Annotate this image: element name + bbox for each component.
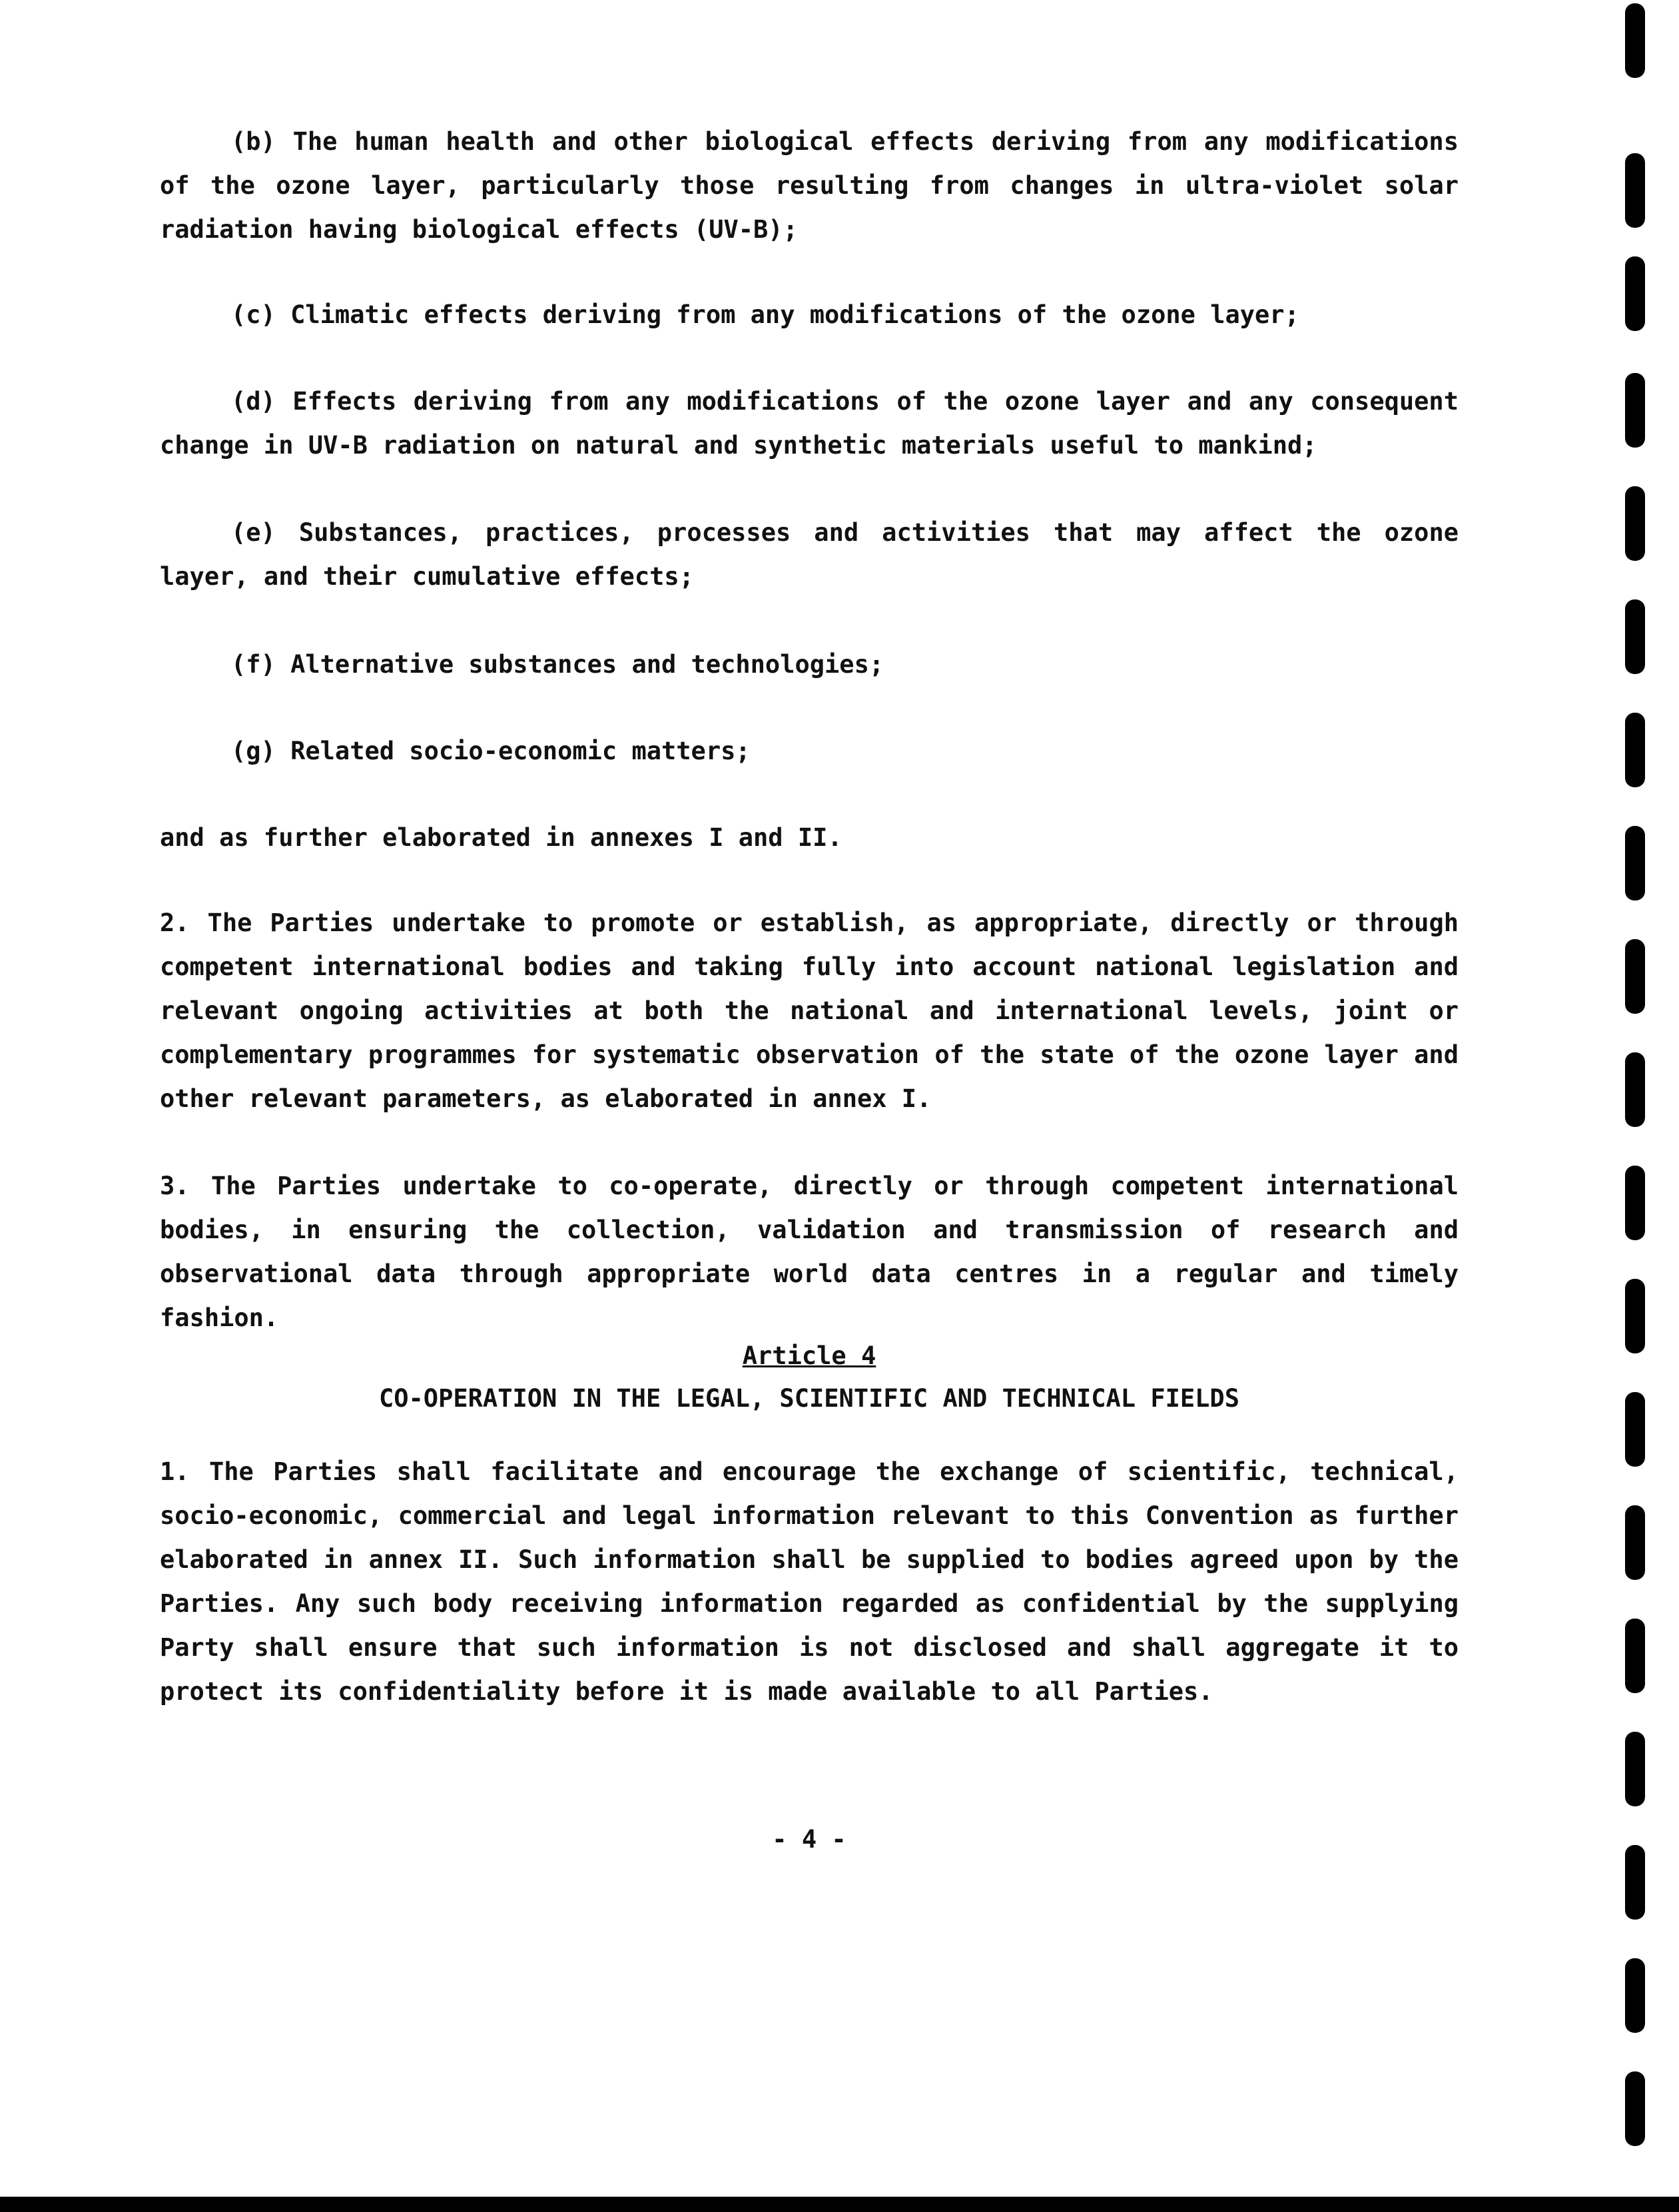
binding-mark — [1625, 373, 1645, 448]
binding-mark — [1625, 1279, 1645, 1353]
paragraph-2: 2. The Parties undertake to promote or establish, as appropriate, directly or through competent international bodies and taking fully into account national legislation and relevant ongoing activities at both the national and international levels, joint or complementary programmes for systematic observation of the state of the ozone layer and other relevant parameters, as elaborated in annex I. — [160, 909, 1459, 1113]
paragraph-d: (d) Effects deriving from any modifications of the ozone layer and any consequent change in UV-B radiation on natural and synthetic materials useful to mankind; — [160, 387, 1459, 460]
binding-mark — [1625, 486, 1645, 561]
binding-mark — [1625, 1732, 1645, 1806]
binding-mark — [1625, 1845, 1645, 1920]
article-subtitle: CO-OPERATION IN THE LEGAL, SCIENTIFIC AND TECHNICAL FIELDS — [378, 1384, 1239, 1413]
binding-mark — [1625, 599, 1645, 674]
binding-mark — [1625, 1052, 1645, 1127]
page-number: - 4 - — [772, 1825, 846, 1854]
binding-mark — [1625, 1166, 1645, 1240]
binding-mark — [1625, 153, 1645, 228]
binding-mark — [1625, 2071, 1645, 2146]
paragraph-f: (f) Alternative substances and technologies; — [231, 650, 884, 679]
paragraph-3: 3. The Parties undertake to co-operate, directly or through competent international bodies, in ensuring the collection, validation and transmission of research and observational data through appropriate world data centres in a regular and timely fashion. — [160, 1172, 1459, 1332]
binding-mark — [1625, 1392, 1645, 1467]
scan-edge — [0, 2197, 1679, 2212]
article-paragraph-1: 1. The Parties shall facilitate and encourage the exchange of scientific, technical, socio-economic, commercial and legal information relevant to this Convention as further elaborated in annex II. Such information shall be supplied to bodies agreed upon by the Parties. Any such body receiving information regarded as confidential by the supplying Party shall ensure that such information is not disclosed and shall aggregate it to protect its confidentiality before it is made available to all Parties. — [160, 1457, 1459, 1706]
paragraph-c: (c) Climatic effects deriving from any modifications of the ozone layer; — [231, 300, 1299, 329]
paragraph-g: (g) Related socio-economic matters; — [231, 737, 751, 765]
binding-mark — [1625, 1505, 1645, 1580]
binding-mark — [1625, 3, 1645, 78]
binding-mark — [1625, 939, 1645, 1014]
closing-line: and as further elaborated in annexes I and II. — [160, 823, 842, 852]
paragraph-e: (e) Substances, practices, processes and activities that may affect the ozone layer, and their cumulative effects; — [160, 518, 1459, 591]
binding-mark — [1625, 713, 1645, 787]
paragraph-b: (b) The human health and other biological effects deriving from any modifications of the ozone layer, particularly those resulting from changes in ultra-violet solar radiation having biological effects (UV-B); — [160, 127, 1459, 244]
binding-mark — [1625, 1958, 1645, 2033]
binding-mark — [1625, 826, 1645, 901]
article-title: Article 4 — [742, 1341, 876, 1370]
binding-mark — [1625, 1619, 1645, 1693]
binding-mark — [1625, 256, 1645, 331]
